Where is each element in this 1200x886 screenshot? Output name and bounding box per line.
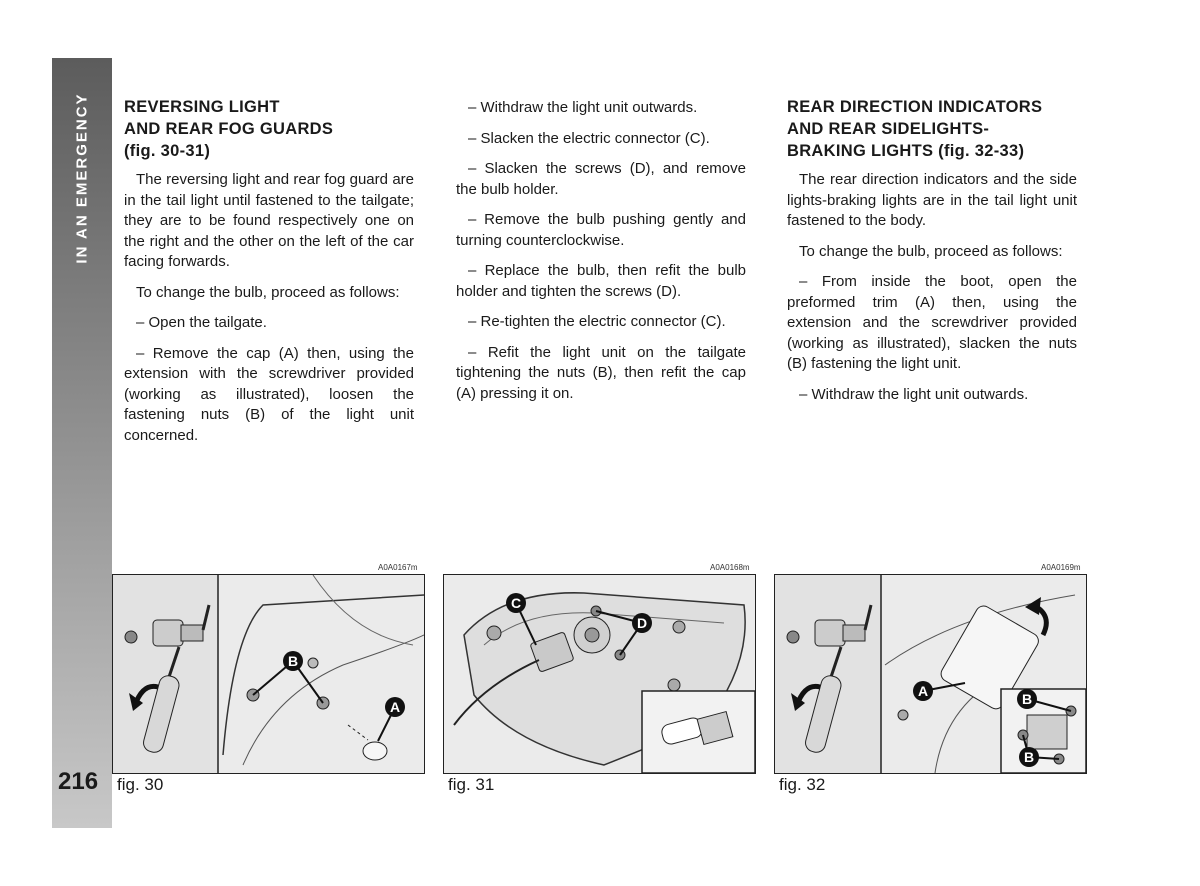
heading-line: REVERSING LIGHT xyxy=(124,98,280,116)
paragraph: – Refit the light unit on the tailgate tightening the nuts (B), then refit the cap (A) pressing it on. xyxy=(456,343,746,402)
section-heading-rear-direction-indicators xyxy=(787,96,1077,162)
paragraph: To change the bulb, proceed as follows: xyxy=(136,283,400,301)
figure-caption: fig. 32 xyxy=(779,775,826,794)
column-2 xyxy=(456,98,746,414)
figure-code: A0A0167m xyxy=(378,563,418,572)
section-tab xyxy=(52,58,112,298)
paragraph: – Remove the cap (A) then, using the extension with the screwdriver provided (working as illustrated), loosen the fastening nuts (B) of the light unit concerned. xyxy=(124,344,414,444)
column-3 xyxy=(787,96,1077,415)
heading-line: REAR DIRECTION INDICATORS xyxy=(787,98,1043,116)
paragraph: – From inside the boot, open the preformed trim (A) then, using the extension and the screwdriver provided (working as illustrated), slacken the nuts (B) fastening the light unit. xyxy=(787,273,1077,372)
page-number: 216 xyxy=(58,768,99,795)
paragraph: – Re-tighten the electric connector (C). xyxy=(468,313,726,330)
figure-caption: fig. 30 xyxy=(117,775,164,794)
section-tab-label: IN AN EMERGENCY xyxy=(73,92,91,264)
heading-line: AND REAR SIDELIGHTS- xyxy=(787,120,990,138)
paragraph: – Withdraw the light unit outwards. xyxy=(468,99,698,116)
figure-32-illustration xyxy=(774,574,1087,774)
heading-line: (fig. 30-31) xyxy=(124,142,211,160)
paragraph: To change the bulb, proceed as follows: xyxy=(799,242,1063,260)
paragraph: – Remove the bulb pushing gently and turning counterclockwise. xyxy=(456,211,746,249)
column-1 xyxy=(124,96,414,456)
heading-line: BRAKING LIGHTS (fig. 32-33) xyxy=(787,142,1025,160)
paragraph: – Withdraw the light unit outwards. xyxy=(799,385,1029,403)
callout-label: B xyxy=(1021,691,1033,707)
paragraph: – Slacken the screws (D), and remove the bulb holder. xyxy=(456,160,746,198)
paragraph: The rear direction indicators and the side lights-braking lights are in the tail light unit fastened to the body. xyxy=(787,171,1077,229)
figure-31-illustration xyxy=(443,574,756,774)
figure-caption: fig. 31 xyxy=(448,775,495,794)
paragraph: The reversing light and rear fog guard are in the tail light until fastened to the tailgate; they are to be found respectively one on the right and the other on the left of the car facing forwards. xyxy=(124,171,414,270)
callout-label: C xyxy=(510,595,522,611)
callout-label: A xyxy=(389,699,401,715)
paragraph: – Replace the bulb, then refit the bulb holder and tighten the screws (D). xyxy=(456,262,746,300)
callout-label: A xyxy=(917,683,929,699)
callout-label: D xyxy=(636,615,648,631)
callout-label: B xyxy=(1023,749,1035,765)
paragraph: – Slacken the electric connector (C). xyxy=(468,129,710,147)
callout-label: B xyxy=(287,653,299,669)
section-heading-reversing-light xyxy=(124,96,414,162)
heading-line: AND REAR FOG GUARDS xyxy=(124,120,334,138)
paragraph: – Open the tailgate. xyxy=(136,314,267,331)
figure-code: A0A0169m xyxy=(1041,563,1081,572)
figure-code: A0A0168m xyxy=(710,563,750,572)
figure-30-illustration xyxy=(112,574,425,774)
